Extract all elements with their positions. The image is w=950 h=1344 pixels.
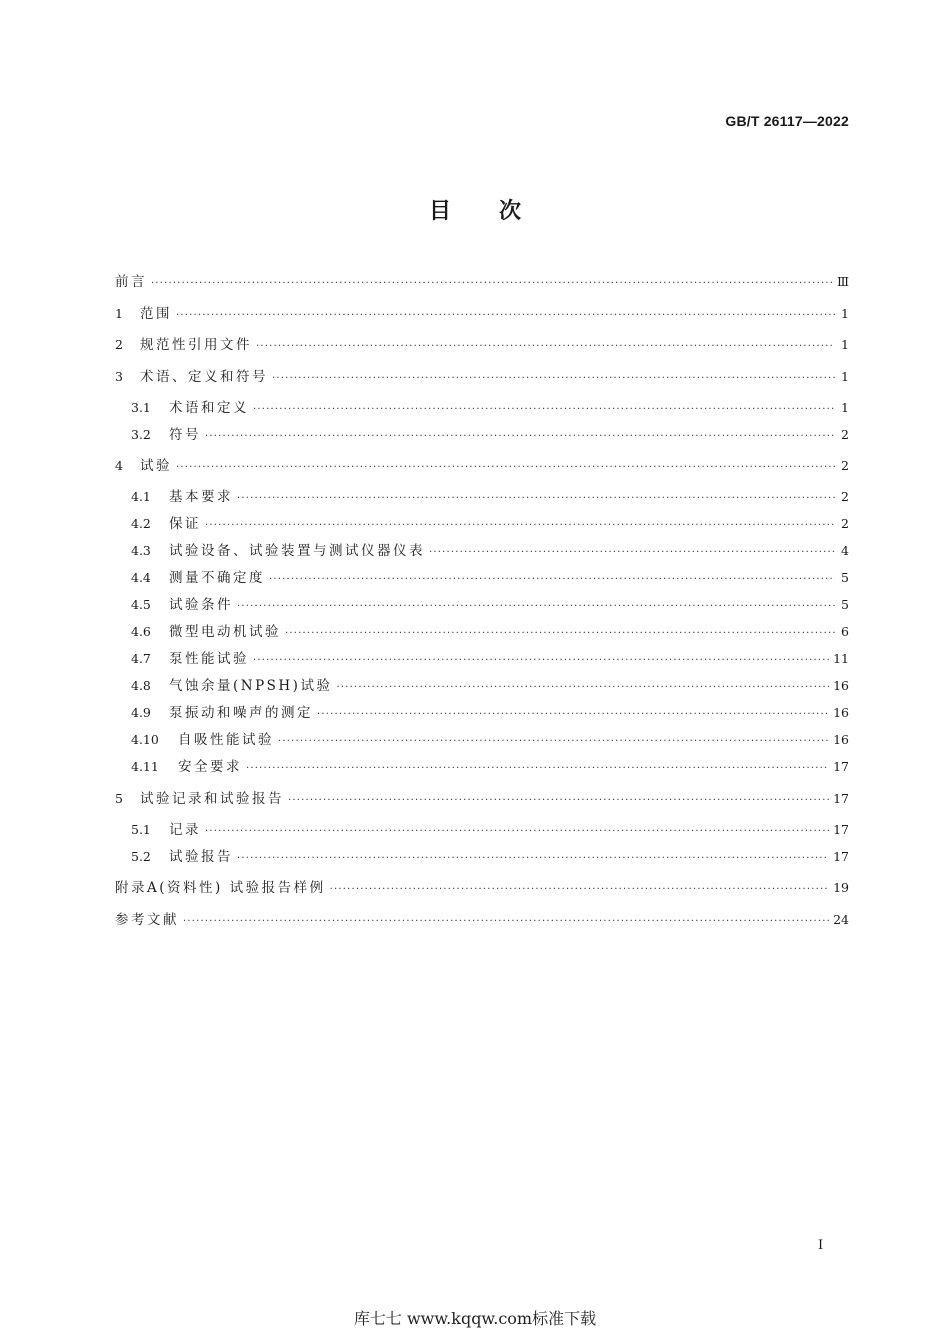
toc-entry-page: 2	[841, 458, 849, 473]
toc-entry-title: 泵性能试验	[169, 651, 249, 667]
toc-entry-4-9[interactable]	[115, 704, 849, 723]
toc-entry-title: 试验	[140, 458, 172, 474]
toc-entry-3[interactable]	[115, 368, 849, 387]
dot-leader	[429, 544, 835, 561]
toc-entry-title: 试验报告	[169, 848, 233, 865]
toc-entry-5[interactable]	[115, 790, 849, 809]
toc-entry-number: 3.2	[131, 426, 151, 442]
dot-leader	[288, 792, 829, 809]
toc-entry-title: 参考文献	[115, 911, 179, 928]
toc-entry-title: 自吸性能试验	[178, 732, 274, 748]
toc-entry-number: 4.10	[131, 732, 159, 747]
dot-leader	[205, 823, 829, 840]
toc-entry-4-4[interactable]	[115, 569, 849, 588]
toc-entry-page: 6	[841, 624, 849, 639]
toc-entry-5-1[interactable]	[115, 821, 849, 840]
toc-entry-number: 4.11	[131, 759, 159, 774]
toc-entry-number: 4.8	[131, 678, 151, 693]
toc-entry-appendix-a[interactable]	[115, 879, 849, 898]
toc-entry-page: 2	[841, 516, 849, 531]
dot-leader	[256, 338, 835, 355]
toc-entry-title: 试验设备、试验装置与测试仪器仪表	[169, 543, 425, 559]
toc-entry-title: 保证	[169, 516, 201, 532]
dot-leader	[176, 307, 835, 324]
toc-entry-number: 5.2	[131, 848, 151, 864]
toc-entry-number: 4.9	[131, 705, 151, 720]
dot-leader	[278, 733, 829, 750]
toc-entry-title: 规范性引用文件	[140, 337, 252, 353]
toc-entry-title: 附录A(资料性) 试验报告样例	[115, 880, 326, 896]
toc-entry-number: 4.7	[131, 651, 151, 666]
toc-entry-page: 1	[841, 305, 849, 321]
table-of-contents	[115, 273, 849, 930]
dot-leader	[237, 598, 835, 615]
toc-entry-title: 符号	[169, 426, 201, 443]
dot-leader	[176, 459, 835, 476]
dot-leader	[205, 428, 835, 445]
dot-leader	[285, 625, 835, 642]
toc-entry-title: 术语、定义和符号	[140, 368, 268, 385]
standard-number: GB/T 26117—2022	[725, 113, 849, 129]
toc-entry-foreword[interactable]	[115, 273, 849, 292]
dot-leader	[330, 881, 830, 898]
toc-entry-title: 气蚀余量(NPSH)试验	[169, 678, 333, 694]
toc-entry-4-10[interactable]	[115, 731, 849, 750]
toc-entry-5-2[interactable]	[115, 848, 849, 867]
toc-entry-number: 4.5	[131, 597, 151, 612]
dot-leader	[269, 571, 835, 588]
toc-entry-page: 4	[841, 543, 849, 558]
toc-entry-4-7[interactable]	[115, 650, 849, 669]
toc-entry-4-3[interactable]	[115, 542, 849, 561]
toc-entry-4-1[interactable]	[115, 488, 849, 507]
toc-entry-title: 范围	[140, 305, 172, 322]
toc-entry-page: 16	[833, 732, 849, 747]
toc-entry-number: 4.1	[131, 489, 151, 504]
toc-entry-4[interactable]	[115, 457, 849, 476]
toc-entry-1[interactable]	[115, 305, 849, 324]
toc-entry-number: 5	[115, 790, 123, 806]
toc-entry-4-8[interactable]	[115, 677, 849, 696]
toc-entry-title: 微型电动机试验	[169, 624, 281, 640]
toc-entry-title: 试验记录和试验报告	[140, 790, 284, 807]
toc-entry-number: 3	[115, 368, 123, 384]
toc-entry-page: 5	[841, 570, 849, 585]
dot-leader	[317, 706, 829, 723]
dot-leader	[246, 760, 829, 777]
toc-entry-number: 4.3	[131, 543, 151, 558]
toc-entry-page: 16	[833, 678, 849, 693]
toc-entry-page: 1	[841, 337, 849, 352]
toc-entry-number: 2	[115, 337, 123, 352]
toc-entry-page: 1	[841, 399, 849, 415]
toc-entry-number: 4.2	[131, 516, 151, 531]
toc-entry-page: Ⅲ	[836, 274, 849, 289]
toc-entry-page: 17	[833, 759, 849, 774]
page-number: I	[818, 1238, 824, 1253]
toc-entry-4-2[interactable]	[115, 515, 849, 534]
dot-leader	[253, 401, 835, 418]
toc-entry-bibliography[interactable]	[115, 911, 849, 930]
toc-entry-4-5[interactable]	[115, 596, 849, 615]
toc-entry-page: 17	[833, 821, 849, 837]
toc-entry-title: 术语和定义	[169, 399, 249, 416]
dot-leader	[253, 652, 829, 669]
toc-title: 目次	[428, 199, 569, 224]
toc-entry-page: 11	[833, 651, 849, 666]
dot-leader	[151, 275, 833, 292]
toc-entry-page: 24	[833, 911, 849, 927]
toc-entry-3-2[interactable]	[115, 426, 849, 445]
toc-entry-number: 4.4	[131, 570, 151, 585]
toc-entry-4-6[interactable]	[115, 623, 849, 642]
toc-entry-number: 4	[115, 458, 123, 473]
toc-entry-number: 3.1	[131, 399, 151, 415]
toc-entry-title: 安全要求	[178, 759, 242, 775]
dot-leader	[272, 370, 835, 387]
dot-leader	[183, 913, 829, 930]
dot-leader	[237, 490, 835, 507]
toc-entry-number: 5.1	[131, 821, 151, 837]
toc-entry-title: 前言	[115, 274, 147, 290]
dot-leader	[336, 679, 829, 696]
toc-entry-title: 试验条件	[169, 597, 233, 613]
dot-leader	[205, 517, 835, 534]
toc-entry-page: 17	[833, 790, 849, 806]
toc-entry-page: 16	[833, 705, 849, 720]
toc-entry-page: 2	[841, 426, 849, 442]
toc-entry-page: 2	[841, 489, 849, 504]
toc-entry-page: 5	[841, 597, 849, 612]
toc-entry-page: 17	[833, 848, 849, 864]
toc-entry-2[interactable]	[115, 336, 849, 355]
toc-entry-title: 基本要求	[169, 489, 233, 505]
toc-entry-title: 记录	[169, 821, 201, 838]
toc-entry-title: 测量不确定度	[169, 570, 265, 586]
toc-entry-4-11[interactable]	[115, 758, 849, 777]
toc-entry-3-1[interactable]	[115, 399, 849, 418]
toc-entry-page: 19	[833, 880, 849, 895]
toc-entry-number: 4.6	[131, 624, 151, 639]
toc-entry-page: 1	[841, 368, 849, 384]
toc-entry-number: 1	[115, 305, 123, 321]
dot-leader	[237, 850, 829, 867]
toc-entry-title: 泵振动和噪声的测定	[169, 705, 313, 721]
footer-site-text: 库七七 www.kqqw.com标准下载	[353, 1309, 597, 1328]
